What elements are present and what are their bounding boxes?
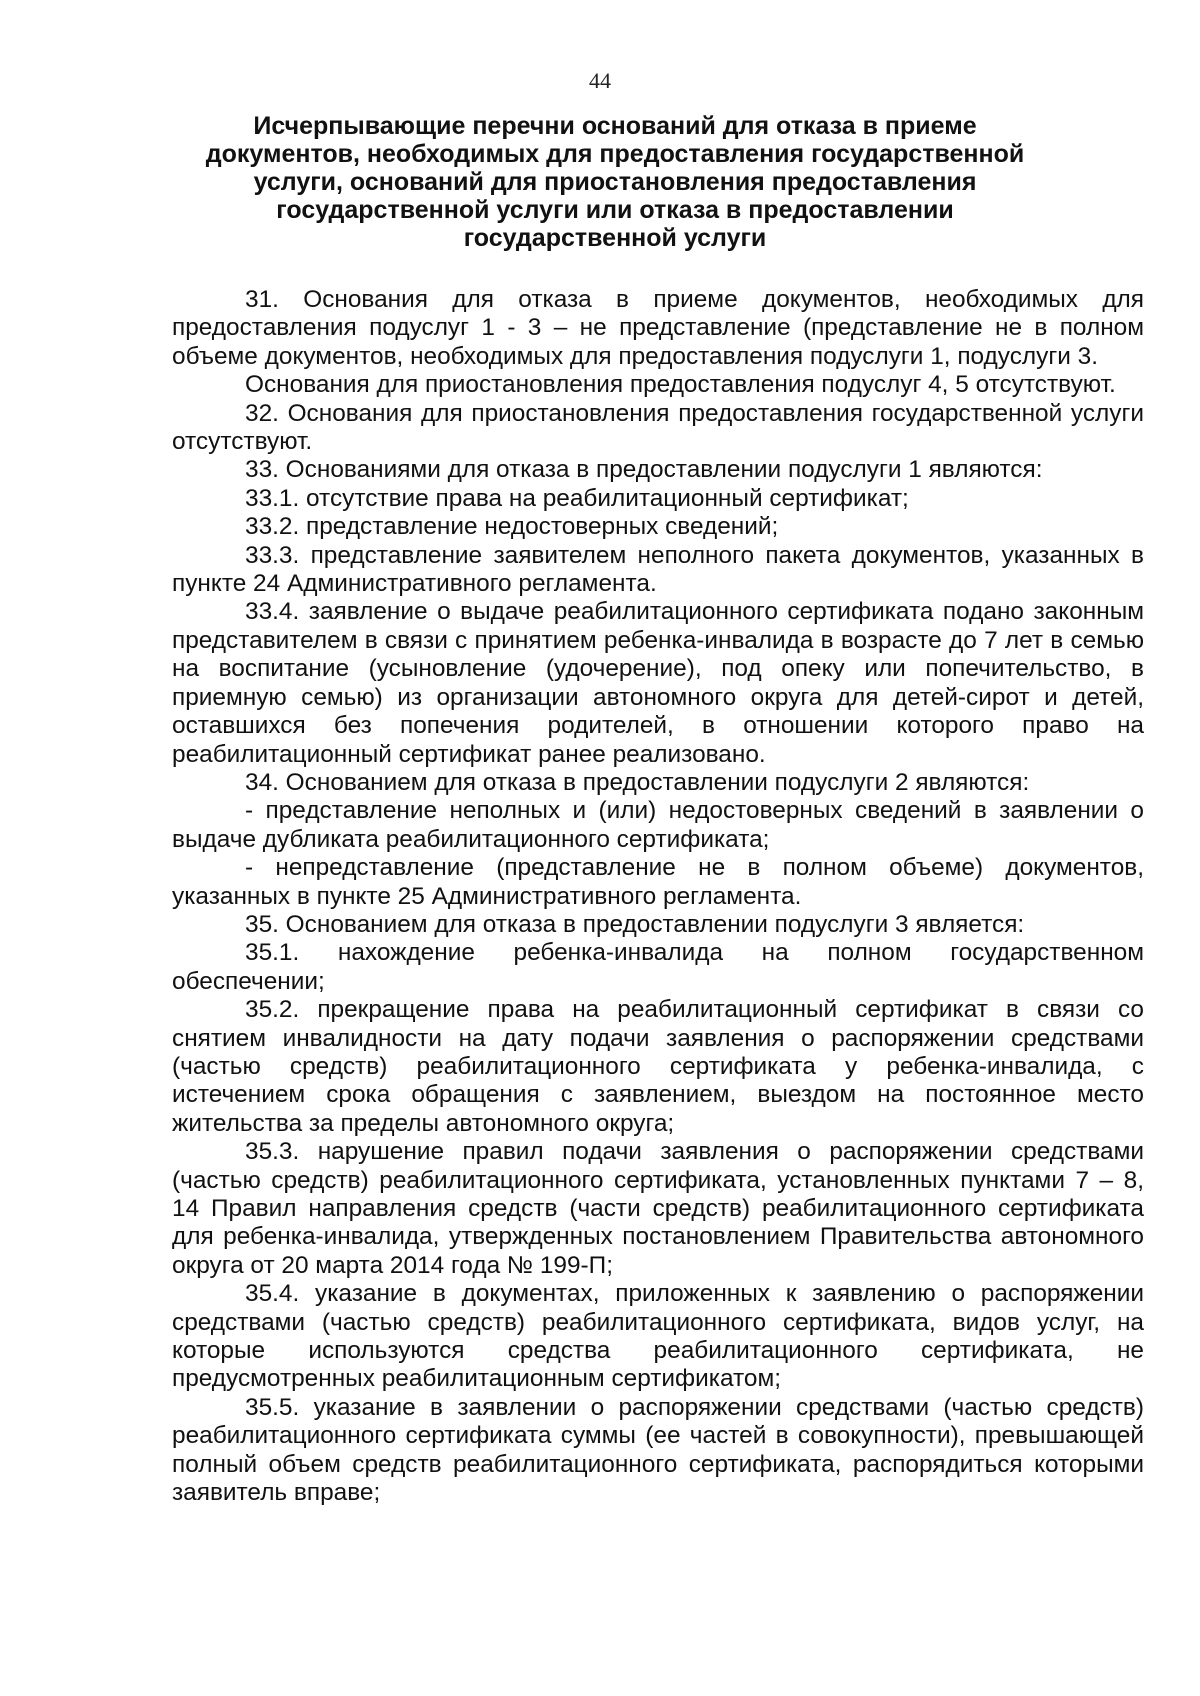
paragraph-33-4: 33.4. заявление о выдаче реабилитационного сертификата подано законным представителем в связи с принятием ребенка-инвалида в возрасте до 7 лет в семью на воспитание (усыновление (удочерение), под опеку или попечительство, в приемную семью) из организации автономного округа для детей-сирот и детей, оставшихся без попечения родителей, в отношении которого право на реабилитационный сертификат ранее реализовано. <box>172 598 1144 768</box>
paragraph-35-3: 35.3. нарушение правил подачи заявления о распоряжении средствами (частью средств) реабилитационного сертификата, установленных пунктами 7 – 8, 14 Правил направления средств (части средств) реабилитационного сертификата для ребенка-инвалида, утвержденных постановлением Правительства автономного округа от 20 марта 2014 года № 199-П; <box>172 1138 1144 1279</box>
paragraph-33-1: 33.1. отсутствие права на реабилитационный сертификат; <box>245 484 909 512</box>
heading-line: услуги, оснований для приостановления предоставления <box>253 168 977 196</box>
paragraph-33: 33. Основаниями для отказа в предоставлении подуслуги 1 являются: <box>245 456 1043 484</box>
page-number: 44 <box>589 68 611 93</box>
paragraph-35-5: 35.5. указание в заявлении о распоряжении средствами (частью средств) реабилитационного сертификата суммы (ее частей в совокупности), превышающей полный объем средств реабилитационного сертификата, распорядиться которыми заявитель вправе; <box>172 1393 1144 1507</box>
section-heading <box>200 112 1030 252</box>
paragraph-31-suspension: Основания для приостановления предоставления подуслуг 4, 5 отсутствуют. <box>245 371 1116 399</box>
paragraph-33-2: 33.2. представление недостоверных сведений; <box>245 513 779 541</box>
paragraph-35-1: 35.1. нахождение ребенка-инвалида на полном государственном обеспечении; <box>172 939 1144 995</box>
paragraph-32: 32. Основания для приостановления предоставления государственной услуги отсутствуют. <box>172 399 1144 456</box>
paragraph-31: 31. Основания для отказа в приеме документов, необходимых для предоставления подуслуг 1 - 3 – не представление (представление не в полном объеме документов, необходимых для предоставления подуслуги 1, подуслуги 3. <box>172 286 1144 370</box>
document-body <box>172 286 1144 1507</box>
paragraph-35: 35. Основанием для отказа в предоставлении подуслуги 3 является: <box>245 910 1025 938</box>
heading-line: документов, необходимых для предоставления государственной <box>205 140 1025 168</box>
heading-line: государственной услуги или отказа в предоставлении <box>276 196 954 224</box>
paragraph-33-3: 33.3. представление заявителем неполного пакета документов, указанных в пункте 24 Административного регламента. <box>172 541 1144 598</box>
heading-line: Исчерпывающие перечни оснований для отказа в приеме <box>253 112 977 140</box>
paragraph-35-4: 35.4. указание в документах, приложенных к заявлению о распоряжении средствами (частью средств) реабилитационного сертификата, видов услуг, на которые используются средства реабилитационного сертификата, не предусмотренных реабилитационным сертификатом; <box>172 1280 1144 1393</box>
paragraph-34: 34. Основанием для отказа в предоставлении подуслуги 2 являются: <box>245 768 1030 796</box>
paragraph-34-item-2: - непредставление (представление не в полном объеме) документов, указанных в пункте 25 Административного регламента. <box>172 854 1144 910</box>
paragraph-34-item-1: - представление неполных и (или) недостоверных сведений в заявлении о выдаче дубликата реабилитационного сертификата; <box>172 797 1144 853</box>
paragraph-35-2: 35.2. прекращение права на реабилитационный сертификат в связи со снятием инвалидности на дату подачи заявления о распоряжении средствами (частью средств) реабилитационного сертификата у ребенка-инвалида, с истечением срока обращения с заявлением, выездом на постоянное место жительства за пределы автономного округа; <box>172 996 1144 1137</box>
heading-line: государственной услуги <box>463 224 767 252</box>
